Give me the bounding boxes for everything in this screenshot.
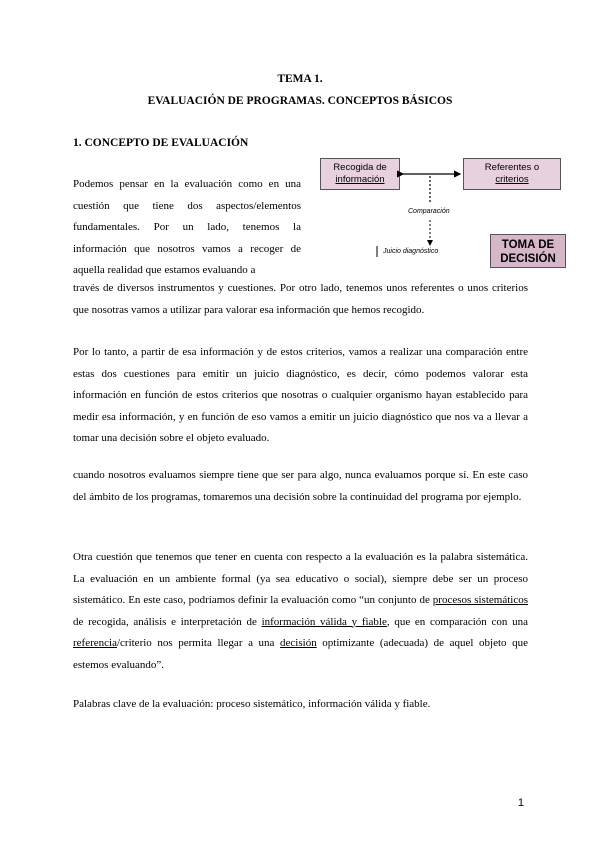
p4-text-b: de recogida, análisis e interpretación de bbox=[73, 615, 262, 628]
label-juicio-diagnostico: Juicio diagnóstico bbox=[383, 248, 439, 255]
p4-text-a: Otra cuestión que tenemos que tener en cuenta con respecto a la evaluación es la palabra sistemática. La evaluación en un ambiente formal (ya sea educativo o social), siempre debe ser un proceso sistemático. En este caso, podríamos definir la evaluación como “un conjunto de bbox=[73, 551, 528, 606]
box-decision-line2: DECISIÓN bbox=[500, 253, 556, 265]
p4-underline-decision: decisión bbox=[280, 637, 317, 649]
section-heading: 1. CONCEPTO DE EVALUACIÓN bbox=[73, 137, 249, 149]
paragraph-5-keywords: Palabras clave de la evaluación: proceso sistemático, información válida y fiable. bbox=[73, 698, 431, 710]
paragraph-1-continued: través de diversos instrumentos y cuestiones. Por otro lado, tenemos unos referentes o unos criterios que nosotras vamos a utilizar para valorar esa información que hemos recogido. bbox=[73, 282, 528, 316]
box-recogida-line2: información bbox=[335, 174, 385, 185]
paragraph-1-intro: Podemos pensar en la evaluación como en una cuestión que tiene dos aspectos/elementos fundamentales. Por un lado, tenemos la información que nosotros vamos a recoger de aquella realidad que estamos evaluando a bbox=[73, 178, 301, 276]
box-toma-decision bbox=[490, 234, 566, 268]
p4-text-c: , que en comparación con una bbox=[386, 615, 528, 628]
label-comparacion: Comparación bbox=[408, 208, 450, 215]
page-number: 1 bbox=[517, 797, 524, 809]
paragraph-4 bbox=[73, 547, 528, 676]
p4-text-d: /criterio nos permita llegar a una bbox=[116, 637, 281, 649]
p4-underline-procesos: procesos sistemáticos bbox=[432, 594, 528, 606]
evaluation-diagram bbox=[315, 150, 575, 275]
page-subtitle: EVALUACIÓN DE PROGRAMAS. CONCEPTOS BÁSICOS bbox=[147, 95, 453, 107]
p4-underline-referencia: referencia bbox=[73, 637, 117, 649]
p4-underline-informacion: información válida y fiable bbox=[261, 615, 387, 628]
paragraph-3: cuando nosotros evaluamos siempre tiene que ser para algo, nunca evaluamos porque sí. En este caso del ámbito de los programas, tomaremos una decisión sobre la continuidad del programa por ejemplo. bbox=[73, 469, 528, 503]
p4-text-e: optimizante (adecuada) de aquel objeto que estemos evaluando”. bbox=[73, 637, 529, 671]
box-recogida-line1: Recogida de bbox=[333, 162, 387, 173]
paragraph-2: Por lo tanto, a partir de esa información y de estos criterios, vamos a realizar una comparación entre estas dos cuestiones para emitir un juicio diagnóstico, es decir, cómo podemos valorar esta información en función de estos criterios que nosotras o cualquier organismo hayan establecido para medir esa información, y en función de eso vamos a emitir un juicio diagnóstico que nos va a llevar a tomar una decisión sobre el objeto evaluado. bbox=[73, 346, 528, 444]
box-decision-line1: TOMA DE bbox=[501, 239, 555, 251]
box-referentes-line1: Referentes o bbox=[484, 162, 540, 173]
page-title: TEMA 1. bbox=[277, 73, 323, 85]
box-referentes-line2: criterios bbox=[495, 174, 529, 185]
